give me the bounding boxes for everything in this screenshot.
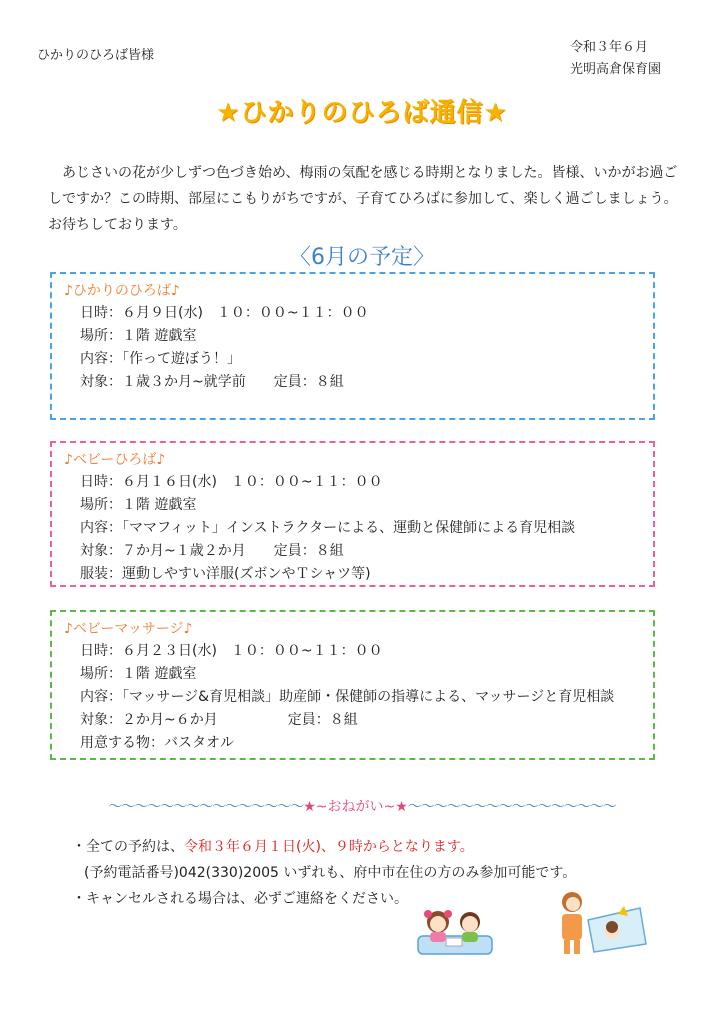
children-illustration bbox=[416, 902, 494, 960]
event-title: ♪ベビーひろば♪ bbox=[64, 452, 166, 468]
organization-name: 光明高倉保育園 bbox=[569, 62, 661, 77]
addressee: ひかりのひろば皆様 bbox=[37, 48, 155, 63]
event-place: 場所：１階 遊戯室 bbox=[80, 497, 197, 513]
event-content: 内容：「作って遊ぼう！」 bbox=[80, 351, 241, 367]
event-datetime: 日時：６月１６日(水) １０：００~１１：００ bbox=[80, 474, 383, 490]
event-box-baby-massage bbox=[50, 610, 655, 760]
event-box-hikari-hiroba bbox=[50, 272, 655, 420]
schedule-heading: 〈6月の予定〉 bbox=[289, 245, 435, 270]
issue-date: 令和３年６月 bbox=[569, 40, 648, 55]
date-block bbox=[570, 37, 661, 81]
event-datetime: 日時：６月２３日(水) １０：００~１１：００ bbox=[80, 643, 383, 659]
event-items: 用意する物：バスタオル bbox=[80, 735, 234, 751]
note-reservation-date: 令和３年６月１日(火)、９時からとなります。 bbox=[184, 839, 474, 855]
event-place: 場所：１階 遊戯室 bbox=[80, 328, 197, 344]
note-reservation bbox=[72, 834, 576, 860]
event-target: 対象：７か月~１歳２か月 定員：８組 bbox=[80, 543, 344, 559]
event-target: 対象：２か月~６か月 定員：８組 bbox=[80, 712, 358, 728]
event-title: ♪ベビーマッサージ♪ bbox=[64, 621, 193, 637]
event-content: 内容：「ママフィット」インストラクターによる、運動と保健師による育児相談 bbox=[80, 520, 576, 536]
event-title: ♪ひかりのひろば♪ bbox=[64, 283, 180, 299]
event-place: 場所：１階 遊戯室 bbox=[80, 666, 197, 682]
event-content: 内容：「マッサージ&育児相談」助産師・保健師の指導による、マッサージと育児相談 bbox=[80, 689, 615, 705]
adult-figure bbox=[562, 892, 582, 954]
event-box-baby-hiroba bbox=[50, 441, 655, 587]
note-phone: (予約電話番号)042(330)2005 いずれも、府中市在住の方のみ参加可能です。 bbox=[84, 865, 577, 881]
boy-figure bbox=[460, 912, 480, 942]
event-target: 対象：１歳３か月~就学前 定員：８組 bbox=[80, 374, 344, 390]
request-divider bbox=[66, 796, 658, 816]
note-reservation-prefix: ・全ての予約は、 bbox=[72, 839, 184, 855]
intro-paragraph: あじさいの花が少しずつ色づき始め、梅雨の気配を感じる時期となりました。皆様、いかがお過ごしですか？この時期、部屋にこもりがちですが、子育てひろばに参加して、楽しく過ごしましょう。お待ちしております。 bbox=[48, 165, 678, 233]
event-clothing: 服装：運動しやすい洋服(ズボンやＴシャツ等) bbox=[80, 566, 371, 582]
request-heading: ★~おねがい~★ bbox=[303, 799, 408, 815]
wave-decoration-left: 〜〜〜〜〜〜〜〜〜〜〜〜〜〜〜 bbox=[108, 799, 304, 815]
wave-decoration-right: 〜〜〜〜〜〜〜〜〜〜〜〜〜〜〜〜 bbox=[407, 799, 616, 815]
newsletter-title: ★ひかりのひろば通信★ bbox=[216, 98, 508, 128]
note-cancel: ・キャンセルされる場合は、必ずご連絡をください。 bbox=[72, 891, 408, 907]
request-notes bbox=[72, 834, 576, 912]
event-datetime: 日時：６月９日(水) １０：００~１１：００ bbox=[80, 305, 369, 321]
reading-illustration bbox=[552, 886, 652, 958]
